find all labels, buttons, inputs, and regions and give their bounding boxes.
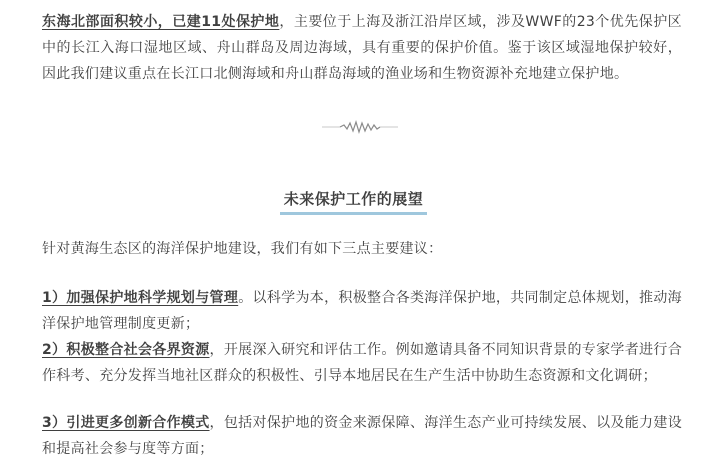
suggestion-2 xyxy=(42,337,682,389)
paragraph-lead: 东海北部面积较小，已建11处保护地 xyxy=(42,14,280,30)
ornamental-divider-icon xyxy=(320,120,400,134)
paragraph-body: ，主要位于上海及浙江沿岸区域，涉及WWF的23个优先保护区中的长江入海口湿地区域、舟山群岛及周边海域，具有重要的保护价值。鉴于该区域湿地保护较好，因此我们建议重点在长江口北侧海域和舟山群岛海域的渔业场和生物资源补充地建立保护地。 xyxy=(42,14,682,82)
suggestion-1 xyxy=(42,285,682,337)
section-title-text: 未来保护工作的展望 xyxy=(280,188,428,215)
suggestion-lead: 2）积极整合社会各界资源 xyxy=(42,342,210,358)
suggestion-body: ，开展深入研究和评估工作。例如邀请具备不同知识背景的专家学者进行合作科考、充分发挥当地社区群众的积极性、引导本地居民在生产生活中协助生态资源和文化调研； xyxy=(42,342,682,384)
suggestion-body: 。以科学为本，积极整合各类海洋保护地，共同制定总体规划，推动海洋保护地管理制度更新； xyxy=(42,290,682,332)
intro-paragraph: 针对黄海生态区的海洋保护地建设，我们有如下三点主要建议： xyxy=(42,241,443,257)
suggestion-lead: 3）引进更多创新合作模式 xyxy=(42,415,210,431)
suggestion-lead: 1）加强保护地科学规划与管理 xyxy=(42,290,239,306)
suggestion-body: ，包括对保护地的资金来源保障、海洋生态产业可持续发展、以及能力建设和提高社会参与度等方面； xyxy=(42,415,682,457)
paragraph-east-china-sea xyxy=(42,9,682,87)
section-title xyxy=(0,188,707,215)
suggestion-3 xyxy=(42,410,682,462)
